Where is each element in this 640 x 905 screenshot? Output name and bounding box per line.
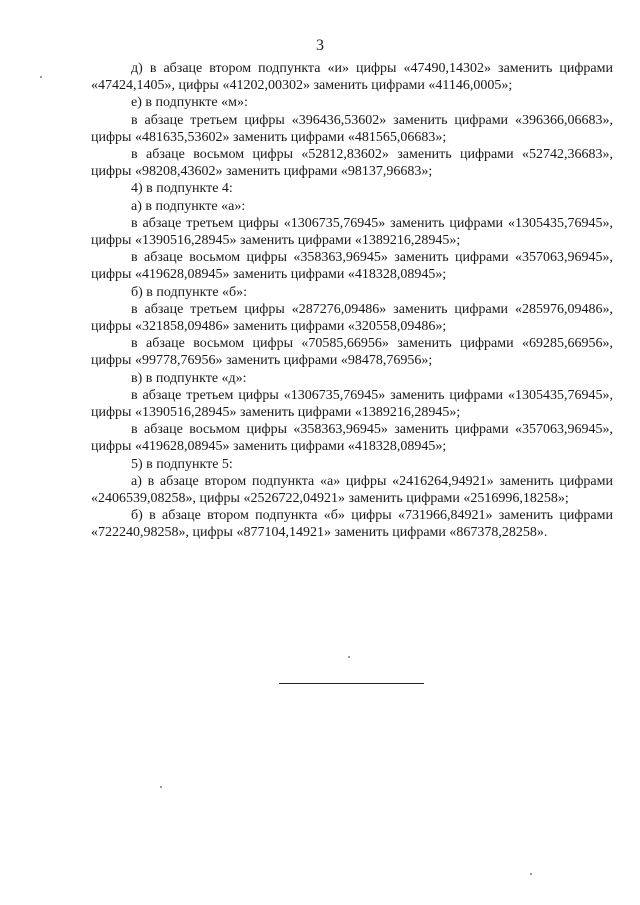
document-body xyxy=(91,60,613,542)
paragraph: в абзаце третьем цифры «287276,09486» заменить цифрами «285976,09486», цифры «321858,09486» заменить цифрами «320558,09486»; xyxy=(91,301,613,335)
page-number: 3 xyxy=(316,37,324,54)
paragraph: д) в абзаце втором подпункта «и» цифры «47490,14302» заменить цифрами «47424,1405», цифры «41202,00302» заменить цифрами «41146,0005»; xyxy=(91,61,613,94)
paragraph: б) в подпункте «б»: xyxy=(131,284,248,300)
paragraph: а) в подпункте «а»: xyxy=(131,198,246,214)
paragraph: в абзаце восьмом цифры «52812,83602» заменить цифрами «52742,36683», цифры «98208,43602» заменить цифрами «98137,96683»; xyxy=(91,147,613,180)
paragraph: в абзаце третьем цифры «1306735,76945» заменить цифрами «1305435,76945», цифры «1390516,28945» заменить цифрами «1389216,28945»; xyxy=(91,215,613,249)
paragraph: 5) в подпункте 5: xyxy=(131,456,233,472)
paragraph: б) в абзаце втором подпункта «б» цифры «731966,84921» заменить цифрами «722240,98258», цифры «877104,14921» заменить цифрами «867378,28258». xyxy=(91,508,613,541)
paragraph: в абзаце восьмом цифры «358363,96945» заменить цифрами «357063,96945», цифры «419628,08945» заменить цифрами «418328,08945»; xyxy=(91,250,613,283)
paragraph: в абзаце восьмом цифры «358363,96945» заменить цифрами «357063,96945», цифры «419628,08945» заменить цифрами «418328,08945»; xyxy=(91,422,613,455)
signature-separator-line xyxy=(279,683,424,684)
scan-speck xyxy=(348,656,350,658)
paragraph: в) в подпункте «д»: xyxy=(131,370,247,386)
scan-speck xyxy=(40,76,42,78)
paragraph: в абзаце третьем цифры «1306735,76945» заменить цифрами «1305435,76945», цифры «1390516,28945» заменить цифрами «1389216,28945»; xyxy=(91,387,613,421)
paragraph: в абзаце восьмом цифры «70585,66956» заменить цифрами «69285,66956», цифры «99778,76956» заменить цифрами «98478,76956»; xyxy=(91,336,613,369)
paragraph: в абзаце третьем цифры «396436,53602» заменить цифрами «396366,06683», цифры «481635,53602» заменить цифрами «481565,06683»; xyxy=(91,112,613,145)
paragraph: 4) в подпункте 4: xyxy=(131,181,233,197)
paragraph: а) в абзаце втором подпункта «а» цифры «2416264,94921» заменить цифрами «2406539,08258», цифры «2526722,04921» заменить цифрами «2516996,18258»; xyxy=(91,473,613,507)
scan-speck xyxy=(160,786,162,788)
paragraph: е) в подпункте «м»: xyxy=(131,95,248,111)
scan-speck xyxy=(530,873,532,875)
